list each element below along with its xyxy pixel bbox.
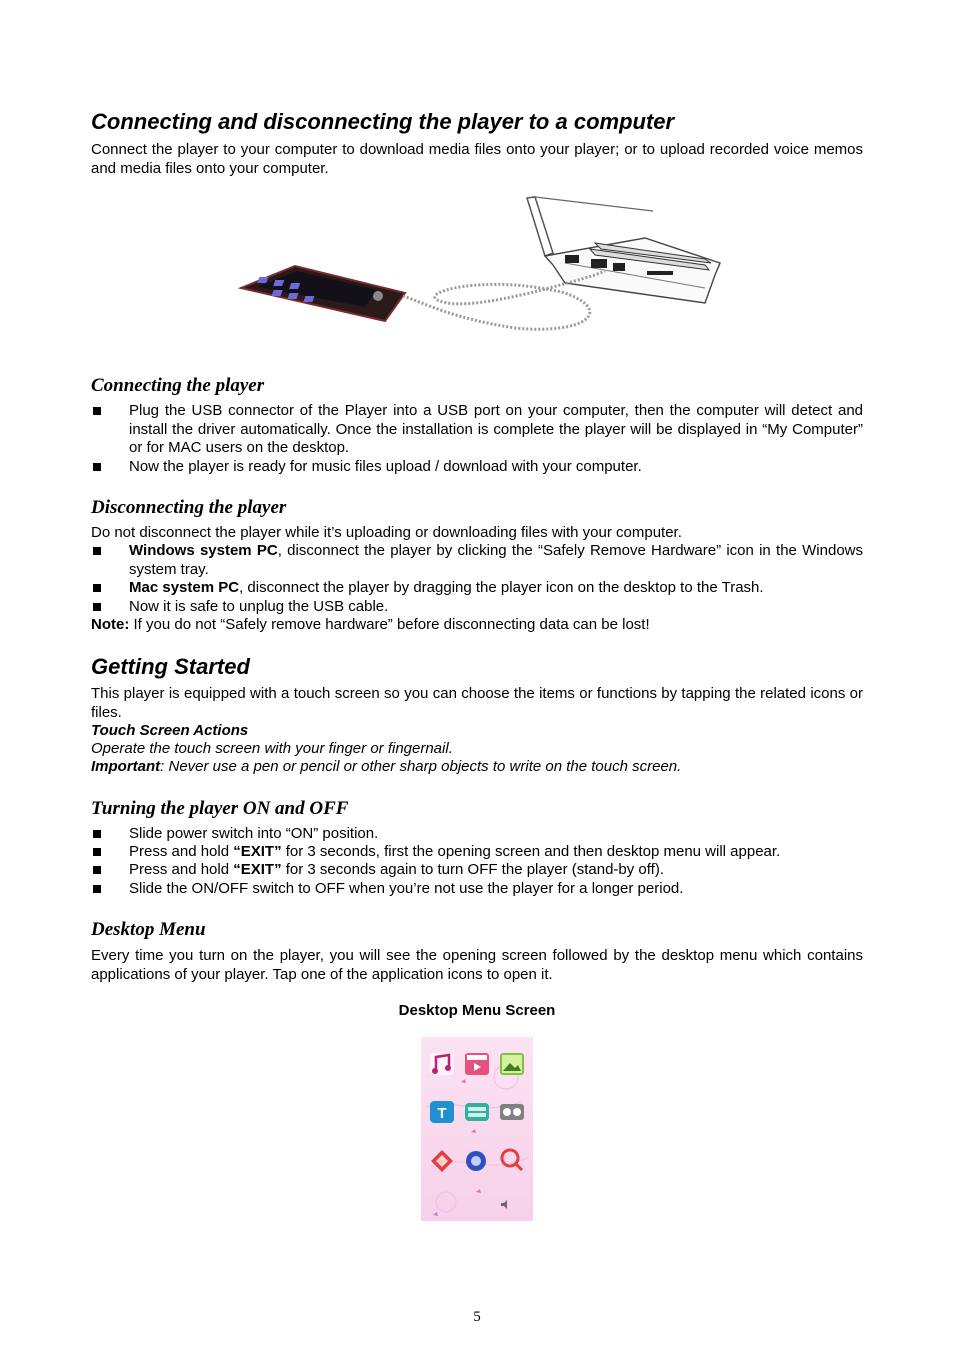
mac-text: , disconnect the player by dragging the player icon on the desktop to the Trash. <box>239 579 764 596</box>
touch-screen-actions-title: Touch Screen Actions <box>91 722 249 739</box>
text-fragment: for 3 seconds again to turn OFF the player (stand-by off). <box>281 861 664 878</box>
page-number: 5 <box>473 1309 481 1325</box>
list-item-text <box>129 861 863 880</box>
list-item <box>91 880 863 899</box>
text-icon <box>430 1101 454 1123</box>
mac-label: Mac system PC <box>129 579 240 596</box>
list-item <box>91 402 863 458</box>
note-text: If you do not “Safely remove hardware” before disconnecting data can be lost! <box>129 616 650 633</box>
bullet-square <box>93 885 101 893</box>
list-item-text: Plug the USB connector of the Player into a USB port on your computer, then the computer will detect and install the driver automatically. Once the installation is complete the player will be displayed in “My Computer” or for MAC users on the desktop. <box>129 402 863 456</box>
exit-label: “EXIT” <box>233 843 282 860</box>
bullet-square <box>93 407 101 415</box>
section-intro: Connect the player to your computer to download media files onto your player; or to upload recorded voice memos and media files onto your computer. <box>91 141 863 177</box>
note <box>91 616 863 635</box>
list-item-text: Now the player is ready for music files upload / download with your computer. <box>129 458 642 475</box>
bullet-square <box>93 830 101 838</box>
video-icon <box>465 1053 489 1075</box>
bullet-square <box>93 848 101 856</box>
list-item-text <box>129 542 863 579</box>
media-player-device <box>241 266 405 321</box>
player-laptop-illustration <box>235 193 725 343</box>
touch-screen-actions-text: Operate the touch screen with your finger or fingernail. <box>91 740 453 757</box>
bullet-square <box>93 603 101 611</box>
list-item <box>91 861 863 880</box>
list-item <box>91 843 863 862</box>
list-item <box>91 542 863 579</box>
turning-heading: Turning the player ON and OFF <box>91 798 349 819</box>
music-icon <box>430 1053 454 1075</box>
desktop-menu-caption: Desktop Menu Screen <box>398 1002 556 1019</box>
list-item-text <box>129 843 863 862</box>
exit-label: “EXIT” <box>233 861 282 878</box>
photo-icon <box>500 1053 524 1075</box>
bullet-square <box>93 584 101 592</box>
important-note <box>91 758 681 777</box>
recorder-icon <box>500 1104 524 1120</box>
list-item-text: Now it is safe to unplug the USB cable. <box>129 598 389 615</box>
svg-text:T: T <box>437 1105 447 1122</box>
bullet-square <box>93 463 101 471</box>
list-item <box>91 458 863 477</box>
note-label: Note: <box>91 616 130 633</box>
list-item-text: Slide the ON/OFF switch to OFF when you’re not use the player for a longer period. <box>129 880 684 897</box>
windows-text: , disconnect the player by clicking the “Safely Remove Hardware” icon in the Windows system tray. <box>129 542 863 578</box>
desktop-menu-intro: Every time you turn on the player, you will see the opening screen followed by the desktop menu which contains applications of your player. Tap one of the application icons to open it. <box>91 947 863 983</box>
section-title-connecting-disconnecting: Connecting and disconnecting the player to a computer <box>91 109 675 134</box>
disconnecting-heading: Disconnecting the player <box>91 497 287 518</box>
list-item <box>91 579 863 598</box>
list-item-text <box>129 579 863 598</box>
bullet-square <box>93 547 101 555</box>
settings-icon <box>466 1151 486 1171</box>
list-item <box>91 825 863 844</box>
text-fragment: Press and hold <box>129 861 234 878</box>
bullet-square <box>93 866 101 874</box>
important-label: Important <box>91 758 161 775</box>
important-text: : Never use a pen or pencil or other sharp objects to write on the touch screen. <box>160 758 682 775</box>
text-fragment: Press and hold <box>129 843 234 860</box>
desktop-menu-heading: Desktop Menu <box>91 919 206 940</box>
list-item-text: Slide power switch into “ON” position. <box>129 825 379 842</box>
getting-started-heading: Getting Started <box>91 654 250 679</box>
disconnecting-intro: Do not disconnect the player while it’s uploading or downloading files with your computer. <box>91 524 682 541</box>
connecting-heading: Connecting the player <box>91 375 265 396</box>
getting-started-intro: This player is equipped with a touch screen so you can choose the items or functions by tapping the related icons or files. <box>91 685 863 721</box>
radio-icon <box>465 1103 489 1121</box>
desktop-menu-screen <box>421 1037 533 1221</box>
text-fragment: for 3 seconds, first the opening screen and then desktop menu will appear. <box>281 843 781 860</box>
list-item <box>91 598 863 617</box>
windows-label: Windows system PC <box>129 542 278 559</box>
